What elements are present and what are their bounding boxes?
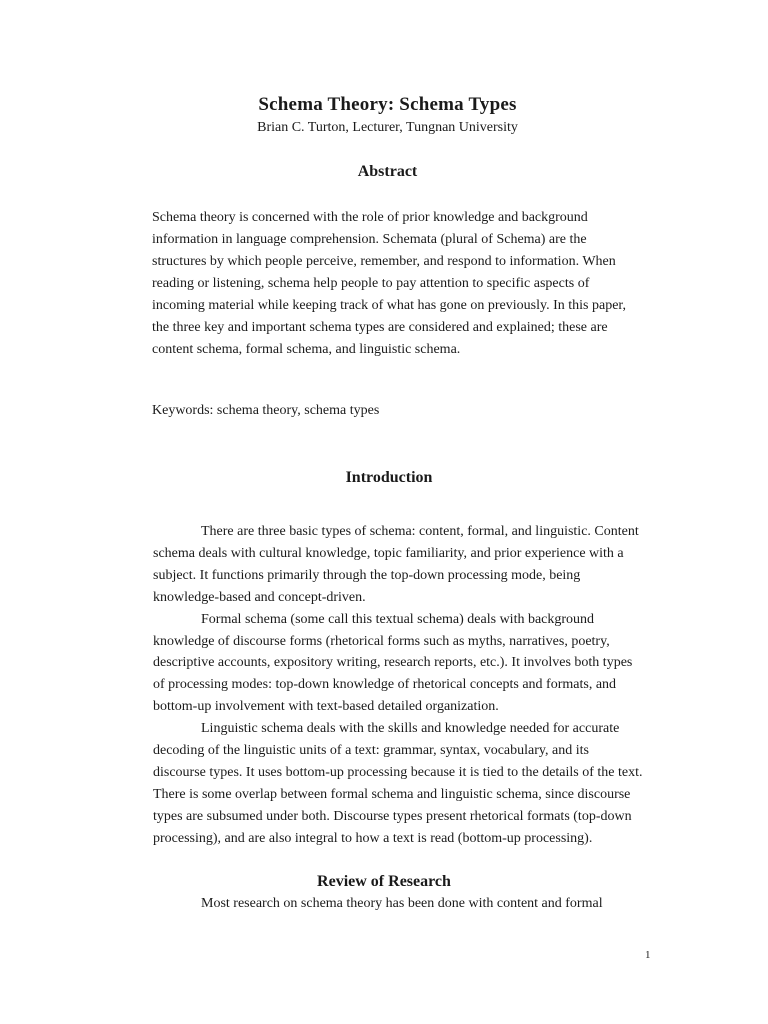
introduction-line: discourse types. It uses bottom-up processing because it is tied to the details of the text. — [153, 764, 643, 780]
introduction-line: decoding of the linguistic units of a text: grammar, syntax, vocabulary, and its — [153, 743, 589, 759]
introduction-line: schema deals with cultural knowledge, topic familiarity, and prior experience with a — [153, 545, 624, 561]
introduction-line: knowledge-based and concept-driven. — [153, 589, 366, 605]
introduction-line: There are three basic types of schema: content, formal, and linguistic. Content — [201, 524, 639, 539]
review-first-line: Most research on schema theory has been done with content and formal — [201, 896, 603, 911]
introduction-line: subject. It functions primarily through the top-down processing mode, being — [153, 567, 581, 583]
abstract-line: incoming material while keeping track of what has gone on previously. In this paper, — [152, 298, 627, 313]
abstract-line: content schema, formal schema, and linguistic schema. — [152, 342, 461, 357]
introduction-line: descriptive accounts, expository writing, research reports, etc.). It involves both types — [153, 655, 633, 671]
abstract-line: Schema theory is concerned with the role of prior knowledge and background — [152, 210, 588, 225]
introduction-line: types are subsumed under both. Discourse types present rhetorical formats (top-down — [153, 808, 632, 824]
introduction-line: knowledge of discourse forms (rhetorical forms such as myths, narratives, poetry, — [153, 633, 610, 649]
abstract-line: information in language comprehension. Schemata (plural of Schema) are the — [152, 232, 587, 247]
abstract-line: the three key and important schema types are considered and explained; these are — [152, 320, 608, 335]
paper-title: Schema Theory: Schema Types — [258, 94, 517, 115]
abstract-heading: Abstract — [357, 163, 418, 180]
introduction-line: bottom-up involvement with text-based detailed organization. — [153, 699, 499, 715]
author-line: Brian C. Turton, Lecturer, Tungnan University — [257, 120, 518, 135]
introduction-line: There is some overlap between formal schema and linguistic schema, since discourse — [153, 786, 631, 802]
page-number: 1 — [645, 949, 651, 961]
introduction-body — [153, 521, 643, 850]
abstract-body — [152, 207, 627, 361]
keywords-line: Keywords: schema theory, schema types — [152, 403, 380, 418]
introduction-line: Formal schema (some call this textual schema) deals with background — [201, 611, 595, 627]
abstract-line: reading or listening, schema help people to pay attention to specific aspects of — [152, 276, 590, 291]
abstract-line: structures by which people perceive, remember, and respond to information. When — [152, 254, 616, 269]
review-heading: Review of Research — [317, 873, 451, 890]
introduction-line: processing), and are also integral to how a text is read (bottom-up processing). — [153, 830, 593, 846]
introduction-line: of processing modes: top-down knowledge of rhetorical concepts and formats, and — [153, 677, 617, 693]
introduction-heading: Introduction — [345, 469, 433, 486]
introduction-line: Linguistic schema deals with the skills and knowledge needed for accurate — [201, 721, 620, 737]
